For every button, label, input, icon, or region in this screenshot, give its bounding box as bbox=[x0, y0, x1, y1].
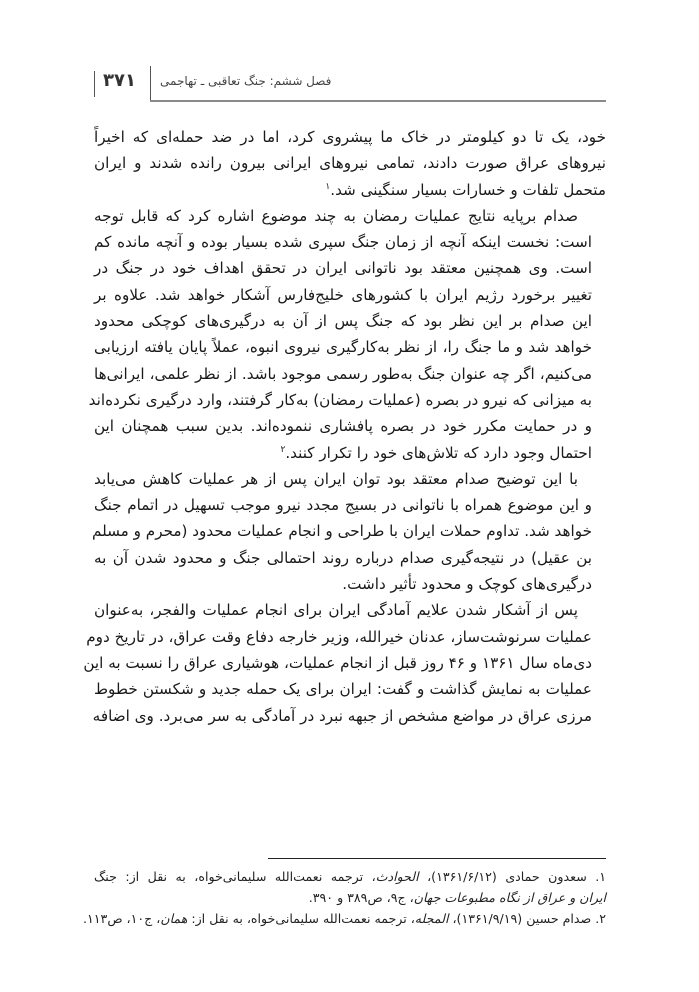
header-divider-left bbox=[94, 71, 95, 97]
footnote-separator bbox=[268, 858, 606, 859]
text-line: این صدام بر این نظر بود که جنگ پس از آن به درگیری‌های کوچکی محدود bbox=[94, 312, 592, 331]
text-line: خواهد شد و ما جنگ را، از نظر به‌کارگیری نیروی انبوه، عملاً پایان یافته ارزیابی bbox=[94, 338, 592, 357]
text-line: بن عقیل) در نتیجه‌گیری صدام درباره روند احتمالی جنگ و محدود شدن آن به bbox=[94, 548, 592, 567]
ibid-label: همان bbox=[160, 911, 188, 926]
footnote-ref-2[interactable]: ۲ bbox=[280, 444, 286, 455]
text-line: با این توضیح صدام معتقد بود توان ایران پس از هر عملیات کاهش می‌یابد bbox=[94, 469, 578, 488]
text-line: خود، یک تا دو کیلومتر در خاک ما پیشروی کرد، اما در ضد حمله‌ای که اخیراً bbox=[94, 128, 606, 146]
text-line: خواهد شد. تداوم حملات ایران با طراحی و انجام عملیات محدود (محرم و مسلم bbox=[92, 522, 592, 541]
text-line: پس از آشکار شدن علایم آمادگی ایران برای انجام عملیات والفجر، به‌عنوان bbox=[94, 601, 578, 620]
footnote-line: ۱. سعدون حمادی (۱۳۶۱/۶/۱۲)، الحوادث، ترجمه نعمت‌الله سلیمانی‌خواه، به نقل از: جنگ bbox=[94, 869, 606, 884]
footnotes bbox=[83, 866, 606, 929]
text-line: و در حمایت مکرر خود در بصره پافشاری ننموده‌اند. بدین سبب همچنان این bbox=[94, 417, 592, 436]
header-rule bbox=[150, 100, 606, 102]
text-line: عملیات سرنوشت‌ساز، عدنان خیرالله، وزیر خارجه دفاع وقت عراق، در تاریخ دوم bbox=[86, 627, 592, 646]
paragraph-3 bbox=[94, 466, 606, 597]
text-line: تغییر برخورد رژیم ایران با کشورهای خلیج‌فارس آشکار خواهد شد. علاوه بر bbox=[94, 285, 592, 304]
text-line: می‌کنیم، اگر چه عنوان جنگ به‌طور رسمی موجود باشد. از نظر علمی، ایرانی‌ها bbox=[94, 364, 592, 383]
book-title: ایران و عراق از نگاه مطبوعات جهان bbox=[413, 890, 606, 905]
paragraph-2 bbox=[88, 203, 606, 466]
footnote-line: ایران و عراق از نگاه مطبوعات جهان، ج۹، ص۳۸۹ و ۳۹۰. bbox=[308, 890, 606, 905]
paragraph-1 bbox=[94, 124, 606, 203]
chapter-title: فصل ششم: جنگ تعاقبی ـ تهاجمی bbox=[160, 74, 332, 88]
text-line: نیروهای عراق صورت دادند، تمامی نیروهای ایرانی بیرون رانده شدند و ایران bbox=[94, 154, 606, 173]
footnote-2 bbox=[83, 908, 606, 929]
page-number: ۳۷۱ bbox=[103, 70, 136, 91]
source-title: الحوادث bbox=[375, 869, 419, 884]
source-title: المجله bbox=[414, 911, 449, 926]
text-line: دی‌ماه سال ۱۳۶۱ و ۴۶ روز قبل از انجام عملیات، هوشیاری عراق را نسبت به این bbox=[83, 653, 592, 672]
footnote-ref-1[interactable]: ۱ bbox=[325, 181, 331, 192]
footnote-line: ۲. صدام حسین (۱۳۶۱/۹/۱۹)، المجله، ترجمه نعمت‌الله سلیمانی‌خواه، به نقل از: همان، ج۱۰، ص۱۱۳. bbox=[83, 911, 606, 926]
text-line: درگیری‌های کوچک و محدود تأثیر داشت. bbox=[342, 575, 592, 594]
text-line: متحمل تلفات و خسارات بسیار سنگینی شد.$^۱$ bbox=[325, 180, 606, 199]
text-line: و این موضوع همراه با ناتوانی در بسیج مجدد نیرو موجب تسهیل در اتمام جنگ bbox=[94, 496, 592, 515]
text-line: عملیات به نمایش گذاشت و گفت: ایران برای یک حمله جدید و شکستن خطوط bbox=[94, 680, 592, 699]
text-line: به میزانی که نیرو در بصره (عملیات رمضان) به‌کار گرفتند، وارد درگیری نکرده‌اند bbox=[88, 390, 592, 409]
paragraph-4 bbox=[83, 597, 606, 728]
text-line: است: نخست اینکه آنچه از زمان جنگ سپری شده بسیار بوده و آنچه مانده کم bbox=[94, 233, 592, 252]
text-line: مرزی عراق در مواضع مشخص از جبهه نبرد در آمادگی به سر می‌برد. وی اضافه bbox=[92, 706, 592, 725]
footnote-1 bbox=[94, 866, 606, 908]
body-text bbox=[83, 124, 606, 729]
text-line: صدام برپایه نتایج عملیات رمضان به چند موضوع اشاره کرد که قابل توجه bbox=[94, 206, 578, 225]
text-line: احتمال وجود دارد که تلاش‌های خود را تکرار کنند.$^۲$ bbox=[280, 443, 592, 462]
running-header bbox=[94, 66, 606, 106]
text-line: است. وی همچنین معتقد بود ناتوانی ایران در تحقق اهداف خود در جنگ در bbox=[94, 259, 592, 278]
header-divider-mid bbox=[150, 66, 151, 101]
